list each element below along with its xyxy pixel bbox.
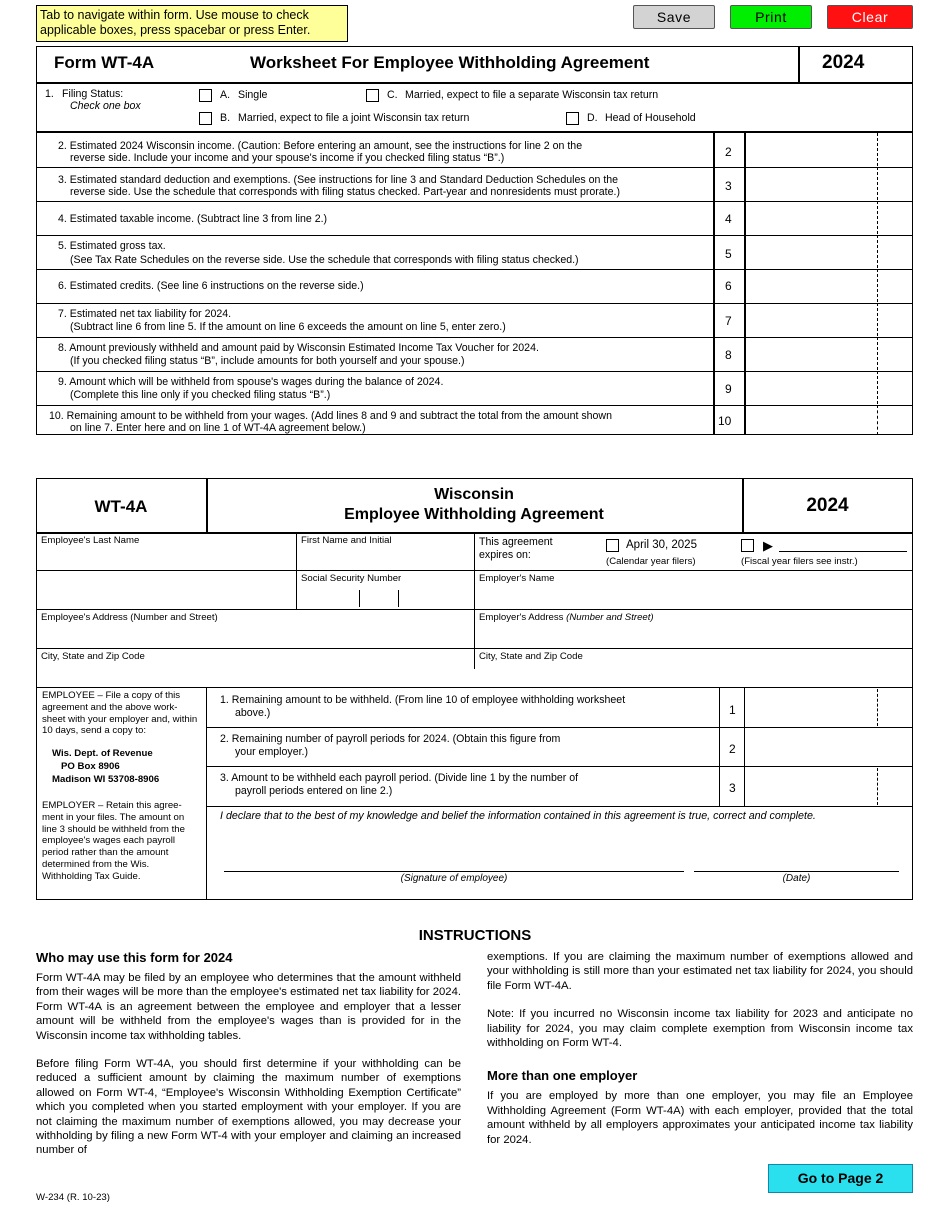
worksheet-line-10-number: 10 (718, 414, 732, 428)
divider (36, 201, 913, 202)
clear-button[interactable]: Clear (827, 5, 913, 29)
print-button[interactable]: Print (730, 5, 812, 29)
worksheet-line-4-number: 4 (725, 212, 732, 226)
employer-address-field[interactable] (479, 627, 899, 645)
cents-separator (877, 235, 878, 268)
filing-status-c-label: Married, expect to file a separate Wisconsin tax return (405, 89, 659, 101)
worksheet-line-3-number: 3 (725, 179, 732, 193)
expires-date: April 30, 2025 (626, 539, 697, 551)
signature-label: (Signature of employee) (400, 873, 508, 884)
employee-address-label: Employee's Address (Number and Street) (41, 612, 218, 623)
worksheet-line-9-text2: (Complete this line only if you checked filing status “B”.) (70, 389, 331, 401)
arrow-right-icon: ▶ (763, 538, 773, 553)
divider (36, 167, 913, 168)
filing-status-d-letter: D. (587, 112, 598, 124)
instructions-right-heading-1: More than one employer (487, 1068, 638, 1084)
save-button[interactable]: Save (633, 5, 715, 29)
worksheet-year: 2024 (822, 52, 865, 73)
cents-separator (877, 768, 878, 805)
employee-last-name-field[interactable] (41, 550, 291, 568)
employer-address-label: Employer's Address (Number and Street) (479, 612, 654, 623)
declaration-text: I declare that to the best of my knowledge and belief the information contained in this agreement is true, correct and complete. (220, 810, 816, 822)
expires-calendar-note: (Calendar year filers) (606, 556, 696, 567)
divider (36, 303, 913, 304)
employer-name-field[interactable] (479, 588, 899, 606)
cents-separator (877, 371, 878, 404)
navigation-tip: Tab to navigate within form. Use mouse to check applicable boxes, press spacebar or press Enter. (36, 5, 348, 42)
instructions-left-heading-1: Who may use this form for 2024 (36, 950, 233, 965)
ssn-label: Social Security Number (301, 573, 402, 584)
divider (296, 532, 297, 570)
agreement-line-1-text1: 1. Remaining amount to be withheld. (From line 10 of employee withholding worksheet (220, 694, 626, 706)
agreement-form-number: WT-4A (94, 497, 148, 516)
cents-separator (877, 167, 878, 200)
filing-status-c-letter: C. (387, 89, 398, 101)
filing-status-number: 1. (45, 88, 54, 100)
worksheet-line-8-text1: 8. Amount previously withheld and amount paid by Wisconsin Estimated Income Tax Voucher for 2024. (58, 342, 539, 354)
dor-po-box: PO Box 8906 (61, 761, 120, 772)
ssn-field[interactable] (305, 588, 465, 606)
cents-separator (877, 405, 878, 435)
divider (713, 131, 715, 435)
employee-last-name-label: Employee's Last Name (41, 535, 140, 546)
divider (36, 131, 913, 133)
filing-status-a-label: Single (238, 89, 268, 101)
form-revision-code: W-234 (R. 10-23) (36, 1192, 110, 1203)
employer-city-field[interactable] (479, 666, 899, 684)
filing-status-a-letter: A. (220, 89, 231, 101)
worksheet-line-4-text1: 4. Estimated taxable income. (Subtract line 3 from line 2.) (58, 213, 328, 225)
divider (36, 371, 913, 372)
divider (296, 570, 297, 609)
employee-first-name-field[interactable] (301, 550, 469, 568)
instructions-left-para-2: Before filing Form WT-4A, you should first determine if your withholding can be reduced a sufficient amount by claiming the maximum number of exemptions allowed on Form WT-4, “Employee's Wisconsin Withholding Exemption Certificate” which you completed when you started employment with your employer. If you are not claiming the maximum number of exemptions allowed, you may decrease your withholding by filing a new Form WT-4 with your employer and claiming an increased number of (36, 1058, 461, 1157)
employer-name-label: Employer's Name (479, 573, 555, 584)
instructions-column-right (487, 950, 913, 1147)
divider (36, 82, 913, 84)
go-to-page-2-button[interactable]: Go to Page 2 (768, 1164, 913, 1193)
divider (206, 766, 913, 767)
employee-instructions-note: EMPLOYEE – File a copy of this agreement and the above work-sheet with your employer and, within 10 days, send a copy to: (42, 690, 198, 737)
cents-separator (877, 201, 878, 234)
agreement-title-line1: Wisconsin (434, 486, 514, 503)
divider (206, 806, 913, 807)
worksheet-line-8-number: 8 (725, 348, 732, 362)
filing-status-b-label: Married, expect to file a joint Wisconsin tax return (238, 112, 470, 124)
agreement-line-2-text1: 2. Remaining number of payroll periods for 2024. (Obtain this figure from (220, 733, 561, 745)
agreement-line-2-text2: your employer.) (235, 746, 309, 758)
worksheet-line-10-text1: 10. Remaining amount to be withheld from your wages. (Add lines 8 and 9 and subtract the total from the amount shown (49, 410, 612, 422)
filing-status-label: Filing Status: (62, 88, 124, 100)
worksheet-line-10-text2: on line 7. Enter here and on line 1 of WT-4A agreement below.) (70, 422, 366, 434)
cents-separator (877, 337, 878, 370)
date-rule (694, 871, 899, 872)
filing-status-sub: Check one box (70, 100, 141, 112)
expires-calendar-checkbox[interactable] (606, 539, 619, 552)
worksheet-line-6-number: 6 (725, 279, 732, 293)
instructions-right-para-3: If you are employed by more than one employer, you may file an Employee Withholding Agreement (Form WT-4A) with each employer, provided that the total amount withheld by all employers approximates your anticipated income tax liability for 2024. (487, 1090, 913, 1146)
agreement-line-2-number: 2 (729, 742, 736, 756)
agreement-year: 2024 (806, 495, 849, 516)
instructions-right-para-1: exemptions. If you are claiming the maximum number of exemptions allowed and your withholding is still more than your estimated net tax liability for 2024, you should file Form WT-4A. (487, 951, 913, 992)
filing-status-b-letter: B. (220, 112, 231, 124)
ssn-separator (359, 590, 360, 607)
divider (36, 648, 913, 649)
signature-rule (224, 871, 684, 872)
divider (36, 337, 913, 338)
instructions-left-para-1: Form WT-4A may be filed by an employee who determines that the amount withheld from their wages will be more than the employee's estimated net tax liability for 2024. Form WT-4A is an agreement between the employee and employer that a lesser amount will be withheld from the employee's wages than is provided for in the Wisconsin income tax withholding tables. (36, 972, 461, 1042)
instructions-right-para-2: Note: If you incurred no Wisconsin income tax liability for 2023 and anticipate no liability for 2024, you may claim complete exemption from Wisconsin income tax withholding on Form WT-4. (487, 1008, 913, 1050)
worksheet-line-5-number: 5 (725, 247, 732, 261)
divider (36, 269, 913, 270)
worksheet-line-2-text2: reverse side. Include your income and your spouse's income if you checked filing status “B”.) (70, 152, 505, 164)
worksheet-line-7-text2: (Subtract line 6 from line 5. If the amount on line 6 exceeds the amount on line 5, enter zero.) (70, 321, 506, 333)
worksheet-line-6-text1: 6. Estimated credits. (See line 6 instructions on the reverse side.) (58, 280, 364, 292)
date-label: (Date) (782, 873, 811, 884)
divider (36, 687, 913, 688)
expires-fiscal-checkbox[interactable] (741, 539, 754, 552)
cents-separator (877, 133, 878, 166)
dor-name: Wis. Dept. of Revenue (52, 748, 153, 759)
employer-city-label: City, State and Zip Code (479, 651, 583, 662)
divider (206, 727, 913, 728)
filing-status-a-checkbox[interactable] (199, 89, 212, 102)
ssn-separator (398, 590, 399, 607)
divider (719, 687, 720, 806)
worksheet-line-7-text1: 7. Estimated net tax liability for 2024. (58, 308, 232, 320)
employer-instructions-note: EMPLOYER – Retain this agree-ment in your files. The amount on line 3 should be withheld from the employee's wages each payroll period rather than the amount determined from the Wis. Withholding Tax Guide. (42, 800, 185, 882)
divider (36, 405, 913, 406)
divider (36, 609, 913, 610)
cents-separator (877, 689, 878, 726)
filing-status-d-checkbox[interactable] (566, 112, 579, 125)
divider (206, 687, 207, 900)
cents-separator (877, 303, 878, 336)
employee-city-field[interactable] (41, 666, 461, 684)
worksheet-line-5-text1: 5. Estimated gross tax. (58, 240, 166, 252)
employee-address-field[interactable] (41, 627, 461, 645)
agreement-line-1-number: 1 (729, 703, 736, 717)
worksheet-line-9-text1: 9. Amount which will be withheld from spouse's wages during the balance of 2024. (58, 376, 444, 388)
fiscal-date-rule (779, 551, 907, 552)
instructions-heading: INSTRUCTIONS (418, 927, 532, 944)
employee-first-name-label: First Name and Initial (301, 535, 392, 546)
expires-label-1: This agreement (479, 536, 553, 548)
agreement-line-3-text2: payroll periods entered on line 2.) (235, 785, 393, 797)
instructions-column-left (36, 950, 461, 1158)
filing-status-c-checkbox[interactable] (366, 89, 379, 102)
agreement-title-line2: Employee Withholding Agreement (344, 506, 604, 523)
agreement-line-1-text2: above.) (235, 707, 271, 719)
employee-city-label: City, State and Zip Code (41, 651, 145, 662)
expires-fiscal-note: (Fiscal year filers see instr.) (741, 556, 858, 567)
worksheet-line-5-text2: (See Tax Rate Schedules on the reverse side. Use the schedule that corresponds with filing status checked.) (70, 254, 579, 266)
worksheet-line-9-number: 9 (725, 382, 732, 396)
agreement-line-3-text1: 3. Amount to be withheld each payroll period. (Divide line 1 by the number of (220, 772, 579, 784)
dor-city: Madison WI 53708-8906 (52, 774, 160, 785)
divider (798, 46, 800, 82)
cents-separator (877, 269, 878, 302)
worksheet-line-8-text2: (If you checked filing status “B”, include amounts for both yourself and your spouse.) (70, 355, 465, 367)
worksheet-line-2-number: 2 (725, 145, 732, 159)
divider (744, 687, 745, 806)
filing-status-b-checkbox[interactable] (199, 112, 212, 125)
expires-label-2: expires on: (479, 549, 531, 561)
agreement-line-3-number: 3 (729, 781, 736, 795)
worksheet-line-3-text1: 3. Estimated standard deduction and exemptions. (See instructions for line 3 and Standard Deduction Schedules on the (58, 174, 619, 186)
worksheet-line-3-text2: reverse side. Use the schedule that corresponds with filing status checked. Part-year and nonresidents must prorate.) (70, 186, 620, 198)
worksheet-line-2-text1: 2. Estimated 2024 Wisconsin income. (Caution: Before entering an amount, see the instructions for line 2 on the (58, 140, 583, 152)
divider (36, 235, 913, 236)
worksheet-form-number: Form WT-4A (54, 53, 155, 72)
worksheet-title: Worksheet For Employee Withholding Agreement (250, 53, 650, 72)
filing-status-d-label: Head of Household (605, 112, 696, 124)
worksheet-line-7-number: 7 (725, 314, 732, 328)
divider (744, 131, 746, 435)
